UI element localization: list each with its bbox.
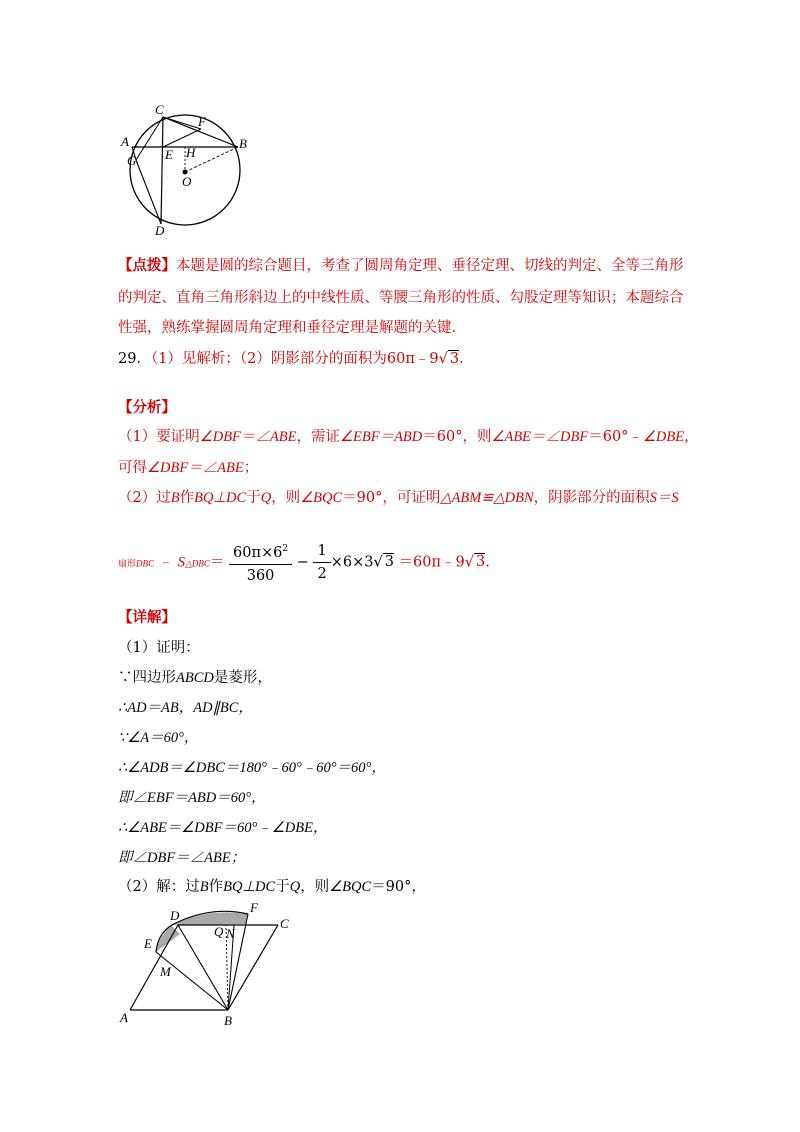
xiangjie-p2-a: ∵四边形 [118,670,176,686]
xiangjie-p5-text: ∴∠ADB＝∠DBC＝180°﹣60°﹣60°＝60°， [118,760,386,776]
fenxi-l1-a: （1）要证明 [118,429,200,445]
dianbo-text1: 本题是圆的综合题目，考查了圆周角定理、垂径定理、切线的判定、全等三角形 [176,258,684,274]
formula-frac1 [229,538,292,587]
fenxi-l3-k: ，阴影部分的面积 [533,490,650,506]
label-G: G [127,153,137,168]
q29-number: 29． [118,351,151,367]
fenxi-tag: 【分析】 [118,399,176,416]
fenxi-line1 [118,427,699,447]
fig2-label-A: A [120,1010,128,1025]
fenxi-l3-f: Q [260,490,272,506]
fenxi-l1-f: ∠ABE＝∠DBF [491,429,589,445]
xiangjie-p4-text: ∵∠A＝60°， [118,730,199,746]
xiangjie-p9-b: B [199,879,209,895]
formula-s: S [177,554,185,571]
dianbo-text2: 的判定、直角三角形斜边上的中线性质、等腰三角形的性质、勾股定理等知识；本题综合 [118,290,684,306]
fenxi-l1-i: ， [684,429,699,445]
fenxi-l3-i: ＝90°，可证明 [342,490,441,506]
frac2-den: 2 [317,565,327,582]
dianbo-line1 [118,256,684,276]
q29-minus: ﹣9 [414,351,439,367]
fig2-label-F: F [250,900,258,915]
dianbo-line2 [118,288,684,308]
fenxi-l2-a: 可得 [118,460,147,476]
xiangjie-p7 [118,818,327,838]
fenxi-line2 [118,458,258,478]
xiangjie-tag: 【详解】 [118,609,176,626]
q29-root: 3 [449,351,460,367]
xiangjie-p9 [118,877,426,897]
formula-times: ×6×3 [330,554,374,571]
label-F: F [198,114,206,129]
xiangjie-p1-text: （1）证明： [118,640,200,656]
xiangjie-p8-text: 即∠DBF＝∠ABE； [118,850,246,866]
xiangjie-p7-text: ∴∠ABE＝∠DBF＝60°﹣∠DBE， [118,820,328,836]
fenxi-l3-l: S＝S [649,490,679,506]
fenxi-l1-c: ，需证 [296,429,340,445]
formula-result: ＝60π﹣9 [398,554,465,571]
q29-part1: （1）见解析；（2）阴影部分的面积为 [150,351,387,367]
fenxi-formula [118,538,490,587]
fenxi-l1-g: ＝60°﹣ [588,429,643,445]
formula-sqrt-sign: √ [373,554,383,571]
xiangjie-p1 [118,638,200,658]
formula-sqrt-sign2: √ [464,554,475,571]
xiangjie-p3-text: ∴AD＝AB，AD∥BC， [118,700,253,716]
formula-end: . [485,554,490,571]
q29-sqrt-sign: √ [438,351,448,367]
label-D: D [155,223,165,238]
fenxi-l3-e: 于 [246,490,261,506]
xiangjie-p9-c: 作 [208,879,224,895]
xiangjie-p9-h: ∠BQC [329,879,372,895]
fenxi-l3-j: △ABM≌△DBN [440,490,534,506]
frac2-num: 1 [313,540,330,563]
xiangjie-p6-text: 即∠EBF＝ABD＝60°， [118,790,266,806]
fenxi-l1-d: ∠EBF＝ABD [340,429,423,445]
formula-sub-dbc: DBC [136,558,155,569]
fenxi-line3 [118,488,679,508]
q29-answer-a: 60π [386,351,415,367]
xiangjie-p9-d: BQ⊥DC [223,879,276,895]
fenxi-l2-c: ； [243,460,259,476]
xiangjie-p2 [118,668,272,688]
formula-minus2: − [296,554,309,571]
dianbo-text3: 性强，熟练掌握圆周角定理和垂径定理是解题的关键. [118,320,457,336]
frac1-num: 60π×6 [233,544,283,561]
formula-eq: ＝ [209,554,225,571]
xiangjie-tag-line [118,608,176,628]
fenxi-l1-e: ＝60°，则 [422,429,492,445]
fig2-label-D: D [170,908,180,923]
dianbo-tag: 【点拨】 [118,257,176,274]
xiangjie-p3 [118,698,253,718]
fenxi-l3-a: （2）过 [118,490,171,506]
frac1-den: 360 [246,567,275,584]
xiangjie-p5 [118,758,386,778]
fenxi-l3-d: BQ⊥DC [194,490,247,506]
fenxi-l1-h: ∠DBE [642,429,685,445]
q29-end: . [459,351,464,367]
label-A: A [121,134,129,149]
xiangjie-p2-b: ABCD [176,670,214,686]
dianbo-line3 [118,318,456,338]
fenxi-l3-h: ∠BQC [300,490,343,506]
fenxi-l1-b: ∠DBF＝∠ABE [199,429,297,445]
formula-frac2 [313,540,330,585]
xiangjie-p9-e: 于 [275,879,290,895]
fenxi-l3-b: B [170,490,180,506]
frac1-exp: 2 [282,544,289,554]
xiangjie-p8 [118,848,245,868]
fig2-label-Q: Q [214,924,224,939]
q29-answer-line [118,349,464,369]
formula-sub-sector: 扇形 [118,559,137,570]
fig2-label-B: B [224,1013,232,1028]
label-B: B [239,136,247,151]
xiangjie-p9-f: Q [289,879,301,895]
rhombus-figure [118,900,308,1032]
circle-figure [118,100,268,240]
fig2-label-C: C [280,916,289,931]
label-H: H [186,145,196,160]
fenxi-tag-line [118,398,176,418]
fenxi-l2-b: ∠DBF＝∠ABE [147,460,244,476]
fig2-label-E: E [144,936,152,951]
label-E: E [165,147,173,162]
fig2-label-M: M [160,964,171,979]
xiangjie-p4 [118,728,198,748]
xiangjie-p2-c: 是菱形， [213,670,272,686]
fenxi-l3-c: 作 [179,490,195,506]
fenxi-l3-g: ，则 [271,490,301,506]
formula-root: 3 [384,554,394,571]
xiangjie-p6 [118,788,266,808]
label-O: O [182,174,192,189]
label-C: C [155,102,164,117]
xiangjie-p9-g: ，则 [300,879,330,895]
formula-result-root: 3 [476,554,486,571]
fig2-label-N: N [226,926,235,941]
xiangjie-p9-a: （2）解：过 [118,879,200,895]
formula-minus1: ﹣ [158,554,174,571]
formula-sub-triangle: △DBC [184,558,210,569]
xiangjie-p9-i: ＝90°， [371,879,426,895]
